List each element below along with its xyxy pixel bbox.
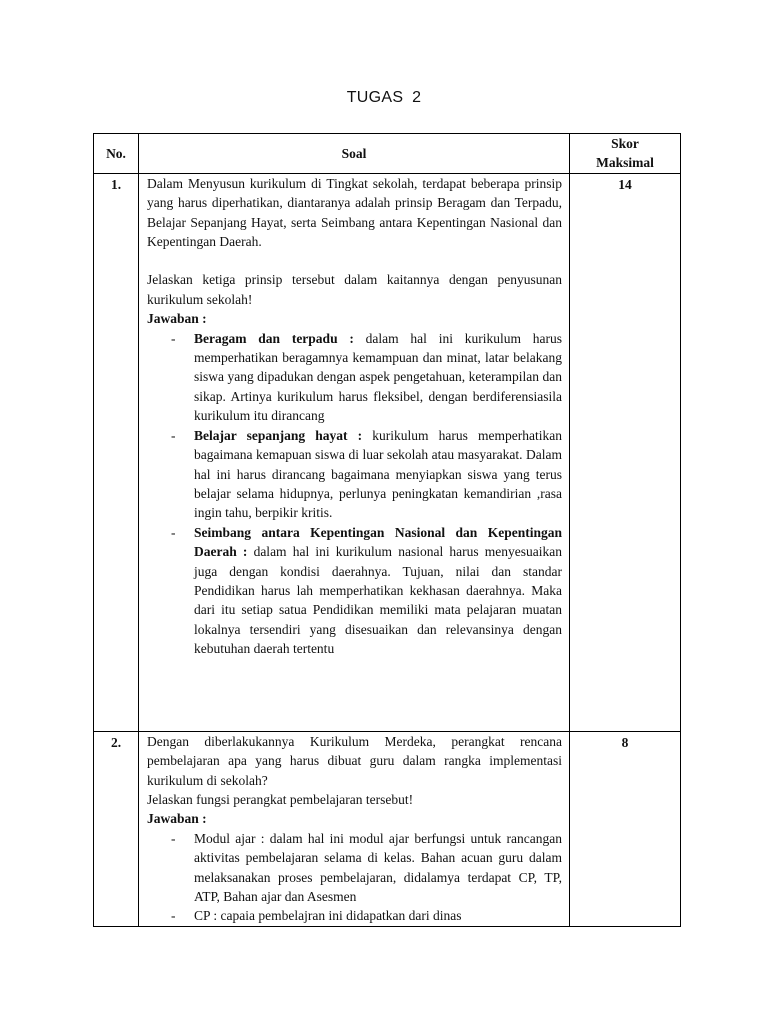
dash-bullet: - — [171, 908, 176, 924]
answer-text: kurikulum harus memperhatikan bagaimana kemapuan siswa di luar sekolah atau masyarakat. Dalam hal ini harus dirancang bagaimana menyiapkan siswa yang terus belajar selama hidupnya, perlunya peningkatan kemandirian ,rasa ingin tahu, berpikir kritis. — [194, 427, 562, 521]
table-header-row — [94, 134, 681, 174]
row-number: 2. — [94, 731, 139, 926]
answer-text: dalam hal ini kurikulum harus memperhatikan beragamnya kemampuan dan minat, latar belakang siswa yang dipadukan dengan aspek pengetahuan, keterampilan dan sikap. Artinya kurikulum harus fleksibel, dengan berdiferensiasila kurikulum itu dirancang — [194, 330, 563, 424]
dash-bullet: - — [171, 524, 176, 540]
question-text: Dengan diberlakukannya Kurikulum Merdeka, perangkat rencana pembelajaran apa yang harus dibuat guru dalam rangka implementasi kurikulum di sekolah? — [147, 733, 562, 788]
max-score: 8 — [570, 731, 681, 926]
answer-item — [171, 829, 562, 907]
answer-term: Seimbang antara Kepentingan Nasional dan Kepentingan Daerah : — [194, 524, 562, 560]
answer-list — [147, 829, 562, 926]
answer-term: Beragam dan terpadu : — [194, 330, 354, 346]
answer-term: Belajar sepanjang hayat : — [194, 427, 363, 443]
answer-text: CP : capaia pembelajran ini didapatkan dari dinas — [194, 908, 462, 924]
page-title: TUGAS 2 — [346, 89, 422, 106]
answer-text: dalam hal ini kurikulum nasional harus menyesuaikan juga dengan kondisi daerahnya. Tujuan, nilai dan standar Pendidikan harus lah memperhatikan kekhasan daerahnya. Maka dari itu setiap satua Pendidikan memiliki mata pelajaran muatan lokalnya tersendiri yang disesuaikan dan relevansinya dengan kebutuhan daerah tertentu — [194, 544, 562, 657]
question-instruction: Jelaskan fungsi perangkat pembelajaran tersebut! — [147, 792, 414, 808]
header-soal: Soal — [139, 134, 570, 174]
dash-bullet: - — [171, 330, 176, 346]
question-cell — [139, 173, 570, 731]
table-row — [94, 173, 681, 731]
answer-text: Modul ajar : dalam hal ini modul ajar berfungsi untuk rancangan aktivitas pembelajaran selama di kelas. Bahan acuan guru dalam melaksanakan proses pembelajaran, didalamya terdapat CP, TP, ATP, Bahan ajar dan Asesmen — [194, 830, 562, 905]
answer-label: Jawaban : — [147, 811, 207, 827]
header-skor-label: Skor Maksimal — [596, 136, 654, 171]
question-cell — [139, 731, 570, 926]
answer-item — [171, 329, 563, 426]
row-number: 1. — [94, 173, 139, 731]
dash-bullet: - — [171, 427, 176, 443]
answer-item — [171, 906, 562, 925]
header-no: No. — [94, 134, 139, 174]
max-score: 14 — [570, 173, 681, 731]
question-instruction: Jelaskan ketiga prinsip tersebut dalam kaitannya dengan penyusunan kurikulum sekolah! — [147, 272, 562, 307]
dash-bullet: - — [171, 830, 176, 846]
assignment-table — [93, 133, 681, 927]
question-text: Dalam Menyusun kurikulum di Tingkat sekolah, terdapat beberapa prinsip yang harus diperhatikan, diantaranya adalah prinsip Beragam dan Terpadu, Belajar Sepanjang Hayat, serta Seimbang antara Kepentingan Nasional dan Kepentingan Daerah. — [147, 175, 562, 250]
header-skor — [570, 134, 681, 174]
table-row — [94, 731, 681, 926]
answer-label: Jawaban : — [147, 311, 207, 327]
answer-list — [147, 329, 562, 659]
answer-item — [171, 426, 562, 523]
answer-item — [171, 523, 562, 659]
